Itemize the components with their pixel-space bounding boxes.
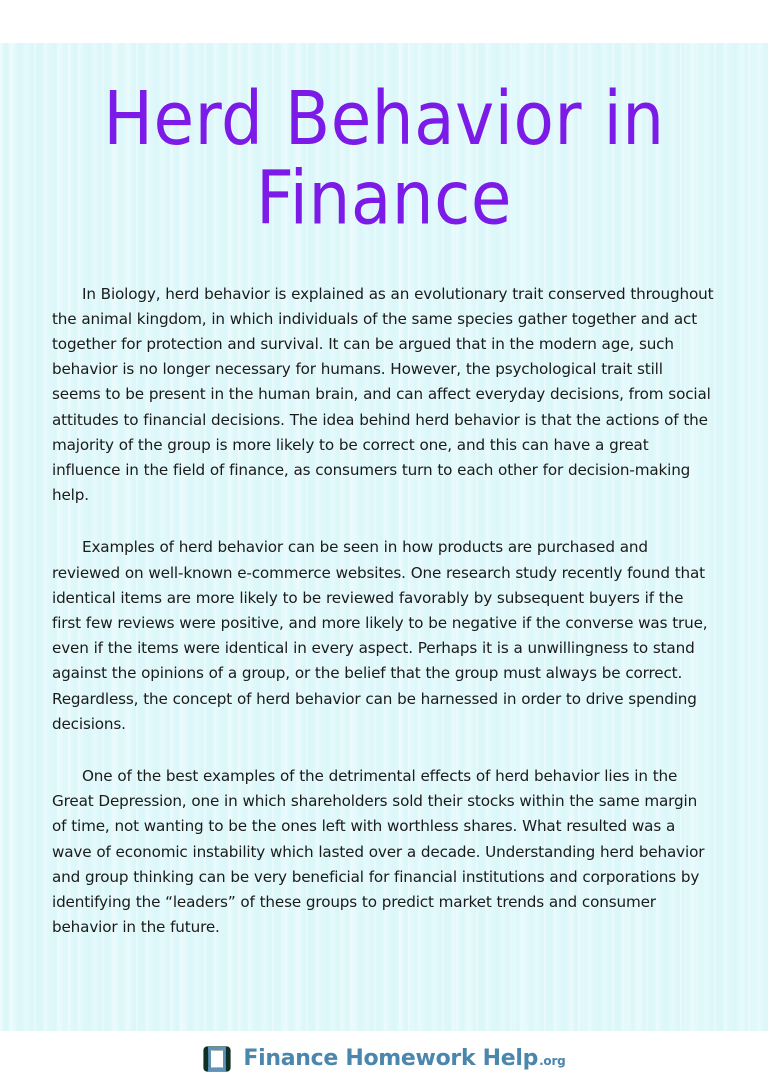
document-content — [0, 43, 768, 1031]
paragraph-3: One of the best examples of the detrimental effects of herd behavior lies in the Great Depression, one in which shareholders sold their stocks within the same margin of time, not wanting to be the ones left with worthless shares. What resulted was a wave of economic instability which lasted over a decade. Understanding herd behavior and group thinking can be very beneficial for financial institutions and corporations by identifying the “leaders” of these groups to predict market trends and consumer behavior in the future. — [52, 766, 705, 937]
paragraph-2: Examples of herd behavior can be seen in how products are purchased and reviewed on well-known e-commerce websites. One research study recently found that identical items are more likely to be reviewed favorably by subsequent buyers if the first few reviews were positive, and more likely to be negative if the converse was true, even if the items were identical in every aspect. Perhaps it is a unwillingness to stand against the opinions of a group, or the belief that the group must always be correct. Regardless, the concept of herd behavior can be harnessed in order to drive spending decisions. — [52, 538, 708, 733]
brand-tld: .org — [539, 1054, 566, 1068]
article-body — [0, 282, 768, 941]
finance-homework-help-logo-icon — [202, 1044, 232, 1074]
page-title-line-2: Finance — [256, 155, 512, 242]
site-logo-text — [243, 1046, 565, 1071]
page-title-line-1: Herd Behavior in — [103, 75, 665, 162]
paragraph-1: In Biology, herd behavior is explained as an evolutionary trait conserved throughout the animal kingdom, in which individuals of the same species gather together and act together for protection and survival. It can be argued that in the modern age, such behavior is no longer necessary for humans. However, the psychological trait still seems to be present in the human brain, and can affect everyday decisions, from social attitudes to financial decisions. The idea behind herd behavior is that the actions of the majority of the group is more likely to be correct one, and this can have a great influence in the field of finance, as consumers turn to each other for decision-making help. — [52, 284, 714, 505]
site-logo[interactable] — [202, 1044, 565, 1074]
footer — [0, 1031, 768, 1086]
brand-name: Finance Homework Help — [243, 1046, 539, 1071]
page-title — [0, 43, 768, 242]
